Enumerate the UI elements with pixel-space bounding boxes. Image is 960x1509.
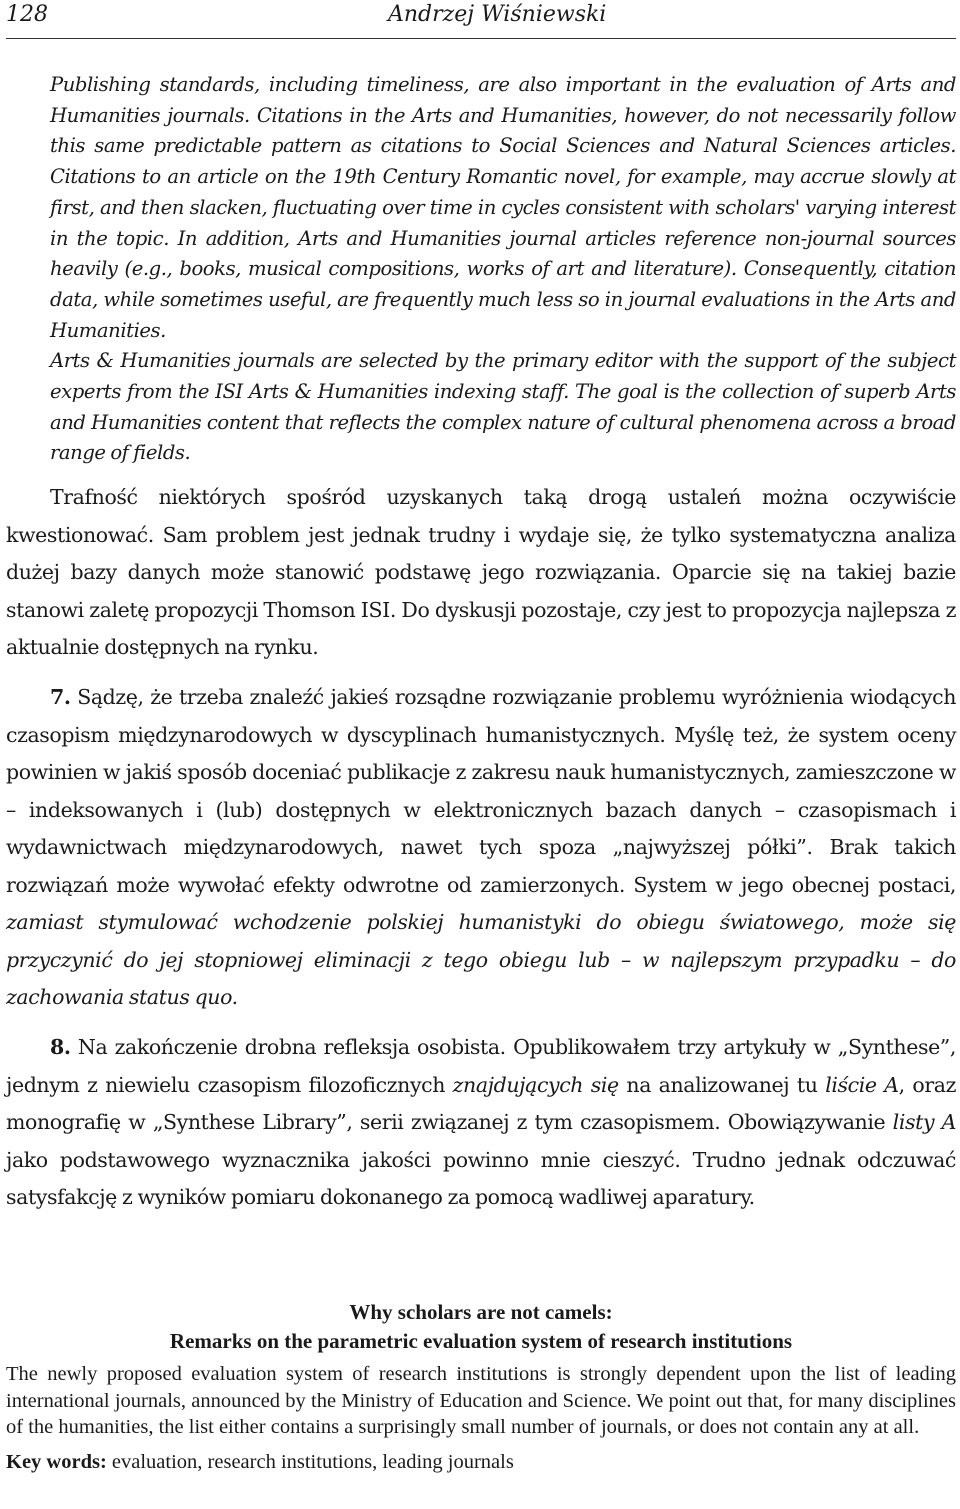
quote-paragraph: Publishing standards, including timeliness, are also important in the evaluation of Arts and Humanities journals. Citations in the Arts and Humanities, however, do not necessarily follow this same predictable pattern as citations to Social Sciences and Natural Sciences articles. Citations to an article on the 19th Century Romantic novel, for example, may accrue slowly at first, and then slacken, fluctuating over time in cycles consistent with scholars' varying interest in the topic. In addition, Arts and Humanities journal articles reference non-journal sources heavily (e.g., books, musical compositions, works of art and literature). Consequently, citation data, while sometimes useful, are frequently much less so in journal evaluations in the Arts and Humanities. [50, 73, 956, 342]
keywords-list: evaluation, research institutions, leading journals [106, 1450, 514, 1473]
paragraph-text: , oraz monografię w „Synthese Library”, serii związanej z tym czasopismem. Obowiązywanie [6, 1072, 956, 1134]
paragraph-text: Sądzę, że trzeba znaleźć jakieś rozsądne rozwiązanie problemu wyróżnienia wiodących czasopism międzynarodowych w dyscyplinach humanistycznych. Myślę też, że system oceny powinien w jakiś sposób doceniać publikacje z zakresu nauk humanistycznych, zamieszczone w – indeksowanych i (lub) dostępnych w elektronicznych bazach danych – czasopismach i wydawnictwach międzynarodowych, nawet tych spoza „najwyższej półki”. Brak takich rozwiązań może wywołać efekty odwrotne od zamierzonych. System w jego obecnej postaci, [6, 685, 956, 897]
paragraph-text: Na zakończenie drobna refleksja osobista. Opublikowałem trzy artykuły w „Synthese”, jednym z niewielu czasopism filozoficznych [6, 1035, 956, 1097]
block-quote [50, 70, 956, 469]
body-section-7 [6, 679, 956, 1017]
numbered-paragraph-7 [6, 679, 956, 1017]
quote-paragraph: Arts & Humanities journals are selected by the primary editor with the support of the subject experts from the ISI Arts & Humanities indexing staff. The goal is the collection of superb Arts and Humanities content that reflects the complex nature of cultural phenomena across a broad range of fields. [50, 349, 956, 465]
emphasized-text: liście A [825, 1072, 899, 1097]
emphasized-text: znajdujących się [452, 1072, 619, 1097]
running-author: Andrzej Wiśniewski [388, 2, 607, 27]
body-paragraph: Trafność niektórych spośród uzyskanych taką drogą ustaleń można oczywiście kwestionować. Sam problem jest jednak trudny i wydaje się, że tylko systematyczna analiza dużej bazy danych może stanowić podstawę jego rozwiązania. Oparcie się na takiej bazie stanowi zaletę propozycji Thomson ISI. Do dyskusji pozostaje, czy jest to propozycja najlepsza z aktualnie dostępnych na rynku. [6, 485, 956, 659]
emphasized-text: listy A [892, 1110, 956, 1134]
body-section-8 [6, 1029, 956, 1217]
paragraph-text: jako podstawowego wyznacznika jakości powinno mnie cieszyć. Trudno jednak odczuwać satysfakcję z wyników pomiaru dokonanego za pomocą wadliwej aparatury. [6, 1147, 956, 1209]
abstract-title: Why scholars are not camels: [349, 1300, 613, 1324]
body-section [6, 479, 956, 667]
running-header [6, 0, 956, 39]
keywords-line [6, 1449, 956, 1475]
paragraph-text: na analizowanej tu [618, 1072, 826, 1097]
section-number: 7. [50, 685, 71, 709]
english-abstract [6, 1298, 956, 1475]
emphasized-text: zamiast stymulować wchodzenie polskiej humanistyki do obiegu światowego, może się przyczynić do jej stopniowej eliminacji z tego obiegu lub – w najlepszym przypadku – do zachowania status quo. [6, 910, 956, 1009]
keywords-label: Key words: [6, 1450, 107, 1473]
abstract-text: The newly proposed evaluation system of research institutions is strongly dependent upon the list of leading international journals, announced by the Ministry of Education and Science. We point out that, for many disciplines of the humanities, the list either contains a surprisingly small number of journals, or does not contain any at all. [6, 1363, 956, 1438]
section-number: 8. [50, 1035, 71, 1059]
abstract-subtitle: Remarks on the parametric evaluation system of research institutions [169, 1329, 793, 1353]
numbered-paragraph-8 [6, 1029, 956, 1217]
page-number: 128 [6, 2, 48, 27]
